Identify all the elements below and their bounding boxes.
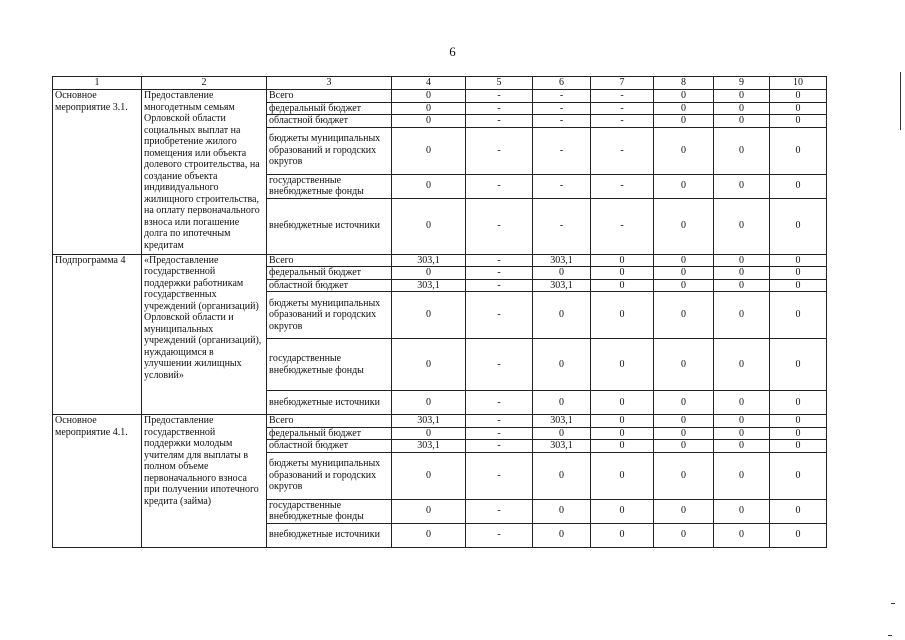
funding-source: внебюджетные источники (267, 523, 392, 547)
value-cell: 0 (591, 292, 654, 339)
value-cell: 0 (591, 427, 654, 440)
funding-source: бюджеты муниципальных образований и городских округов (267, 452, 392, 499)
value-cell: 0 (654, 523, 714, 547)
table-row (53, 254, 827, 267)
table-row (53, 415, 827, 428)
value-cell: 0 (770, 523, 827, 547)
value-cell: 0 (714, 254, 770, 267)
header-row (53, 77, 827, 90)
value-cell: - (466, 115, 533, 128)
value-cell: - (466, 339, 533, 391)
funding-source: Всего (267, 254, 392, 267)
value-cell: 0 (770, 279, 827, 292)
value-cell: 0 (770, 415, 827, 428)
value-cell: 0 (533, 391, 591, 415)
group-description: Предоставление многодетным семьям Орловской области социальных выплат на приобретение жилого помещения или объекта долевого строительства, на создание объекта индивидуального жилищного строительства, на оплату первоначального взноса или погашение долга по ипотечным кредитам (142, 90, 267, 255)
value-cell: - (533, 115, 591, 128)
value-cell: 303,1 (392, 279, 466, 292)
value-cell: 0 (654, 90, 714, 103)
value-cell: 303,1 (533, 415, 591, 428)
value-cell: 0 (714, 267, 770, 280)
value-cell: 0 (654, 427, 714, 440)
value-cell: 303,1 (533, 279, 591, 292)
value-cell: - (591, 90, 654, 103)
value-cell: - (466, 102, 533, 115)
column-header: 10 (770, 77, 827, 90)
table-row (53, 90, 827, 103)
value-cell: 0 (714, 427, 770, 440)
column-header: 8 (654, 77, 714, 90)
value-cell: 0 (654, 127, 714, 174)
value-cell: 0 (714, 198, 770, 254)
value-cell: 0 (714, 415, 770, 428)
value-cell: 303,1 (392, 254, 466, 267)
value-cell: - (533, 198, 591, 254)
page-number: 6 (449, 44, 456, 59)
value-cell: 0 (714, 391, 770, 415)
column-header: 1 (53, 77, 142, 90)
scan-edge-mark (891, 603, 895, 604)
value-cell: 0 (654, 452, 714, 499)
value-cell: 0 (770, 198, 827, 254)
value-cell: 0 (591, 254, 654, 267)
value-cell: 0 (770, 267, 827, 280)
value-cell: 0 (392, 452, 466, 499)
value-cell: - (533, 90, 591, 103)
value-cell: 0 (770, 127, 827, 174)
column-header: 9 (714, 77, 770, 90)
value-cell: 303,1 (392, 440, 466, 453)
value-cell: 0 (392, 292, 466, 339)
value-cell: - (466, 523, 533, 547)
funding-source: внебюджетные источники (267, 391, 392, 415)
value-cell: - (466, 415, 533, 428)
value-cell: 0 (714, 90, 770, 103)
value-cell: 0 (654, 198, 714, 254)
value-cell: - (466, 267, 533, 280)
funding-source: федеральный бюджет (267, 427, 392, 440)
value-cell: 0 (770, 391, 827, 415)
value-cell: 303,1 (533, 254, 591, 267)
value-cell: 0 (770, 102, 827, 115)
value-cell: 0 (591, 267, 654, 280)
group-label: Основное мероприятие 4.1. (53, 415, 142, 548)
value-cell: - (466, 391, 533, 415)
value-cell: 0 (654, 102, 714, 115)
value-cell: 0 (654, 440, 714, 453)
funding-source: государственные внебюджетные фонды (267, 174, 392, 198)
value-cell: 0 (654, 292, 714, 339)
value-cell: - (466, 499, 533, 523)
value-cell: - (533, 127, 591, 174)
value-cell: 0 (533, 292, 591, 339)
budget-table (52, 76, 827, 548)
funding-source: бюджеты муниципальных образований и городских округов (267, 292, 392, 339)
funding-source: федеральный бюджет (267, 267, 392, 280)
funding-source: областной бюджет (267, 440, 392, 453)
column-header: 5 (466, 77, 533, 90)
value-cell: 0 (714, 499, 770, 523)
group-label: Основное мероприятие 3.1. (53, 90, 142, 255)
value-cell: 0 (591, 415, 654, 428)
scan-edge-mark (900, 72, 901, 130)
funding-source: Всего (267, 90, 392, 103)
value-cell: 0 (770, 254, 827, 267)
value-cell: 0 (770, 440, 827, 453)
value-cell: 0 (770, 499, 827, 523)
value-cell: 0 (392, 127, 466, 174)
value-cell: 0 (392, 198, 466, 254)
value-cell: - (466, 427, 533, 440)
value-cell: 0 (714, 102, 770, 115)
value-cell: 0 (392, 174, 466, 198)
value-cell: 0 (654, 174, 714, 198)
value-cell: 0 (533, 267, 591, 280)
value-cell: 0 (533, 523, 591, 547)
funding-source: государственные внебюджетные фонды (267, 499, 392, 523)
value-cell: - (466, 279, 533, 292)
value-cell: 0 (770, 427, 827, 440)
scan-edge-mark (888, 635, 892, 636)
value-cell: 0 (533, 452, 591, 499)
value-cell: 0 (770, 452, 827, 499)
value-cell: - (466, 174, 533, 198)
value-cell: 0 (591, 523, 654, 547)
value-cell: - (533, 174, 591, 198)
funding-source: внебюджетные источники (267, 198, 392, 254)
value-cell: 0 (654, 391, 714, 415)
value-cell: 0 (654, 267, 714, 280)
value-cell: 0 (770, 90, 827, 103)
value-cell: - (591, 102, 654, 115)
value-cell: 0 (392, 499, 466, 523)
column-header: 3 (267, 77, 392, 90)
funding-source: федеральный бюджет (267, 102, 392, 115)
value-cell: 0 (392, 391, 466, 415)
value-cell: 0 (770, 292, 827, 339)
value-cell: 0 (714, 339, 770, 391)
value-cell: 0 (714, 440, 770, 453)
value-cell: 0 (714, 292, 770, 339)
value-cell: 0 (591, 279, 654, 292)
funding-source: бюджеты муниципальных образований и городских округов (267, 127, 392, 174)
value-cell: 0 (714, 452, 770, 499)
value-cell: 0 (654, 254, 714, 267)
value-cell: 0 (533, 499, 591, 523)
value-cell: - (466, 254, 533, 267)
value-cell: 0 (591, 499, 654, 523)
value-cell: - (466, 292, 533, 339)
value-cell: 0 (392, 102, 466, 115)
value-cell: 0 (770, 174, 827, 198)
value-cell: 0 (392, 115, 466, 128)
value-cell: - (591, 127, 654, 174)
value-cell: 0 (392, 427, 466, 440)
value-cell: 0 (392, 523, 466, 547)
value-cell: 0 (591, 452, 654, 499)
column-header: 6 (533, 77, 591, 90)
value-cell: 0 (533, 427, 591, 440)
value-cell: 303,1 (533, 440, 591, 453)
value-cell: 0 (770, 115, 827, 128)
funding-source: Всего (267, 415, 392, 428)
value-cell: 0 (770, 339, 827, 391)
value-cell: 0 (654, 279, 714, 292)
value-cell: 303,1 (392, 415, 466, 428)
value-cell: 0 (591, 339, 654, 391)
value-cell: 0 (654, 339, 714, 391)
value-cell: 0 (654, 499, 714, 523)
column-header: 7 (591, 77, 654, 90)
value-cell: 0 (654, 115, 714, 128)
column-header: 2 (142, 77, 267, 90)
group-description: «Предоставление государственной поддержки работникам государственных учреждений (организаций) Орловской области и муниципальных учреждений (организаций), нуждающимся в улучшении жилищных условий» (142, 254, 267, 415)
value-cell: 0 (392, 90, 466, 103)
value-cell: - (591, 174, 654, 198)
value-cell: - (591, 115, 654, 128)
value-cell: 0 (714, 279, 770, 292)
funding-source: областной бюджет (267, 279, 392, 292)
funding-source: государственные внебюджетные фонды (267, 339, 392, 391)
value-cell: 0 (714, 174, 770, 198)
value-cell: 0 (591, 391, 654, 415)
group-label: Подпрограмма 4 (53, 254, 142, 415)
group-description: Предоставление государственной поддержки молодым учителям для выплаты в полном объеме первоначального взноса при получении ипотечного кредита (займа) (142, 415, 267, 548)
value-cell: 0 (714, 115, 770, 128)
value-cell: - (466, 440, 533, 453)
column-header: 4 (392, 77, 466, 90)
value-cell: - (533, 102, 591, 115)
value-cell: - (466, 127, 533, 174)
value-cell: 0 (714, 127, 770, 174)
value-cell: - (466, 198, 533, 254)
value-cell: - (466, 452, 533, 499)
value-cell: - (591, 198, 654, 254)
funding-source: областной бюджет (267, 115, 392, 128)
value-cell: 0 (392, 267, 466, 280)
value-cell: - (466, 90, 533, 103)
value-cell: 0 (392, 339, 466, 391)
value-cell: 0 (714, 523, 770, 547)
value-cell: 0 (533, 339, 591, 391)
value-cell: 0 (654, 415, 714, 428)
value-cell: 0 (591, 440, 654, 453)
